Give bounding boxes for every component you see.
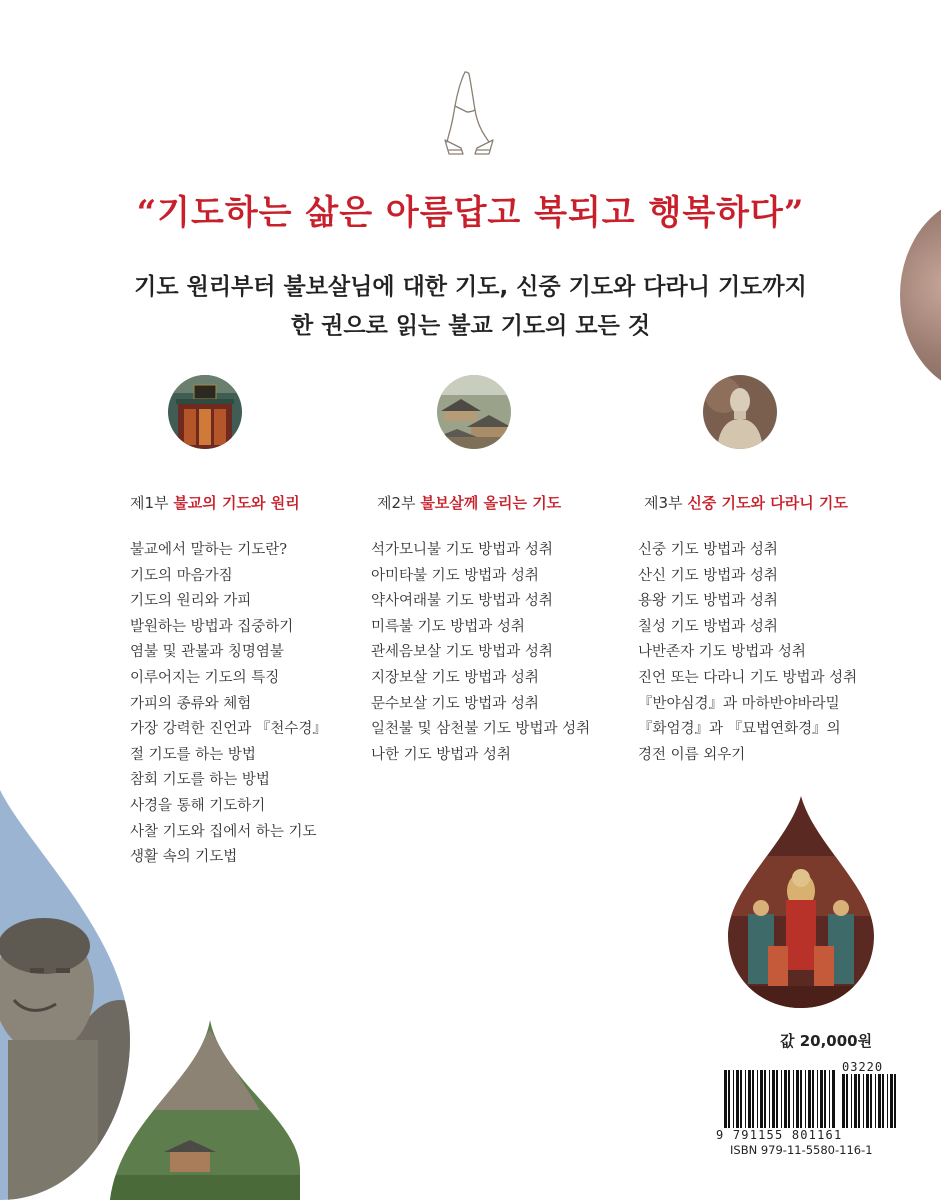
- list-item: 가피의 종류와 체험: [130, 695, 252, 712]
- part-3-title: 신중 기도와 다라니 기도: [687, 494, 848, 512]
- list-item: 일천불 및 삼천불 기도 방법과 성취: [371, 721, 591, 738]
- tagline: “기도하는 삶은 아름답고 복되고 행복하다”: [136, 193, 805, 233]
- part-3-contents: [638, 538, 857, 768]
- subtitle-line-2: 한 권으로 읽는 불교 기도의 모든 것: [290, 313, 651, 339]
- list-item: 칠성 기도 방법과 성취: [638, 618, 778, 635]
- list-item: 생활 속의 기도법: [130, 849, 238, 866]
- list-item: 진언 또는 다라니 기도 방법과 성취: [638, 669, 858, 686]
- list-item: 가장 강력한 진언과 『천수경』: [130, 721, 327, 738]
- list-item: 신중 기도 방법과 성취: [638, 542, 778, 558]
- list-item: 미륵불 기도 방법과 성취: [371, 618, 525, 635]
- list-item: 기도의 마음가짐: [130, 567, 233, 584]
- subtitle-line-1: 기도 원리부터 불보살님에 대한 기도, 신중 기도와 다라니 기도까지: [134, 274, 807, 300]
- list-item: 참회 기도를 하는 방법: [130, 772, 270, 789]
- list-item: 지장보살 기도 방법과 성취: [371, 669, 539, 686]
- list-item: 발원하는 방법과 집중하기: [130, 618, 294, 635]
- list-item: 용왕 기도 방법과 성취: [638, 593, 778, 610]
- list-item: 기도의 원리와 가피: [130, 593, 252, 610]
- list-item: 사찰 기도와 집에서 하는 기도: [130, 823, 317, 840]
- list-item: 관세음보살 기도 방법과 성취: [371, 644, 553, 661]
- list-item: 석가모니불 기도 방법과 성취: [371, 542, 553, 558]
- list-item: 사경을 통해 기도하기: [130, 797, 266, 814]
- list-item: 경전 이름 외우기: [638, 746, 746, 763]
- buddhist-painting-drop-icon: [728, 796, 874, 1008]
- part-1-number: 제1부: [130, 494, 169, 512]
- list-item: 불교에서 말하는 기도란?: [130, 542, 288, 558]
- list-item: 나한 기도 방법과 성취: [371, 746, 511, 763]
- list-item: 나반존자 기도 방법과 성취: [638, 644, 806, 661]
- price-label: 값 20,000원: [780, 1032, 873, 1050]
- stone-buddha-landscape-icon: [0, 790, 320, 1200]
- part-3-number: 제3부: [644, 494, 683, 512]
- list-item: 약사여래불 기도 방법과 성취: [371, 593, 553, 610]
- list-item: 『화엄경』과 『묘법연화경』의: [638, 721, 841, 738]
- part-1-title: 불교의 기도와 원리: [173, 494, 300, 512]
- list-item: 아미타불 기도 방법과 성취: [371, 567, 539, 584]
- isbn-number: ISBN 979-11-5580-116-1: [730, 1143, 873, 1157]
- barcode-addon-digits: 03220: [842, 1060, 884, 1074]
- list-item: 산신 기도 방법과 성취: [638, 567, 778, 584]
- part-2-title: 불보살께 올리는 기도: [420, 494, 562, 512]
- list-item: 문수보살 기도 방법과 성취: [371, 695, 539, 712]
- part-2-number: 제2부: [377, 494, 416, 512]
- part-3-heading: [644, 492, 848, 513]
- list-item: 『반야심경』과 마하반야바라밀: [638, 695, 840, 712]
- list-item: 절 기도를 하는 방법: [130, 746, 256, 763]
- barcode-main-digits: 9 791155 801161: [716, 1128, 843, 1142]
- temple-hall-icon: [168, 375, 242, 449]
- part-2-heading: [377, 492, 561, 513]
- list-item: 이루어지는 기도의 특징: [130, 669, 280, 686]
- part-1-heading: [130, 492, 300, 513]
- temple-roofs-icon: [437, 375, 511, 449]
- part-2-contents: [371, 538, 590, 768]
- buddha-statue-icon: [703, 375, 777, 449]
- praying-hands-icon: [435, 68, 505, 160]
- list-item: 염불 및 관불과 칭명염불: [130, 644, 284, 661]
